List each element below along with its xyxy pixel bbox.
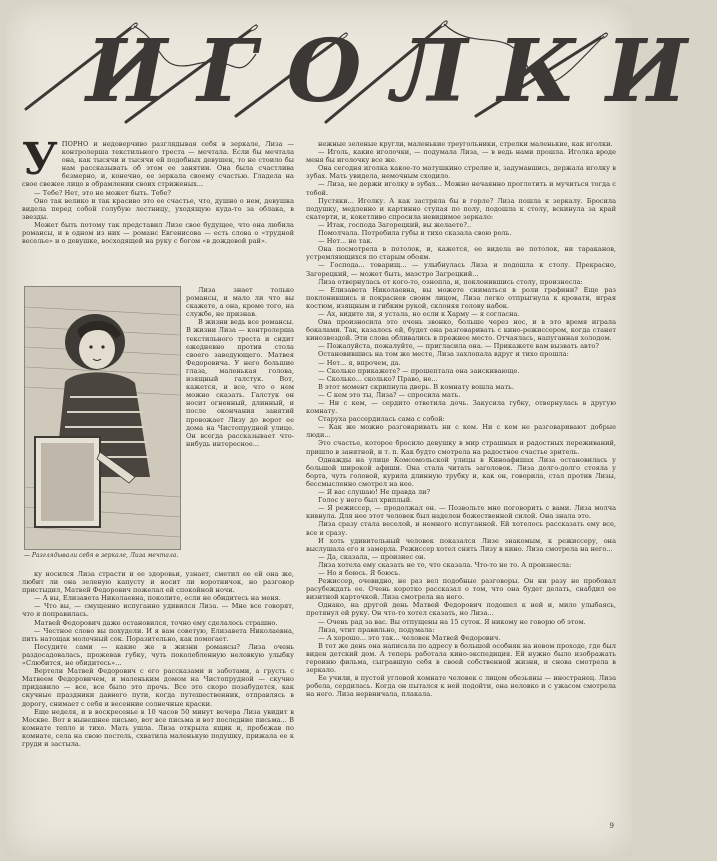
paragraph: — Ни с кем, — сердито ответила дочь. Закусила губку, отвернулась в другую комнату. (306, 399, 616, 416)
paragraph: — Лиза, не держи иголку в зубах... Можно нечаянно проглотить и мучиться тогда с тобой. (306, 180, 616, 197)
paragraph: Она произносила это очень звонко, больше через нос, и в это время играла бокалами. Так, казалось ей, будет она разговаривать с кино-режиссером, когда станет кинозвездой. Эти слова обливались в прежнее место. Отчаялась, напуганная холодом. (306, 318, 616, 343)
paragraph: И хоть удивительный человек показался Лизе знакомым, к режиссеру, она выслушала его и замерла. Режиссер хотел снять Лизу в кино. Лиза смотрела на него... (306, 536, 616, 553)
article-title: ИГОЛКИ (86, 21, 717, 122)
paragraph: — А вы, Елизавета Николаевна, поколите, если не обидитесь на меня. (34, 594, 281, 603)
paragraph: Лиза сразу стала веселой, и немного испуганной. Ей хотелось рассказать ему все, все и сразу. (306, 520, 616, 537)
illustration-drawing (25, 287, 180, 549)
paragraph: — Честное слово вы похудели. И я вам советую, Елизавета Николаевна, пить натощак молочный сок. Поразительно, как помогает. (22, 626, 294, 643)
paragraph: — С кем это ты, Лиза? — спросила мать. (318, 390, 461, 399)
paragraph: Ее учили, в пустой угловой комнате человек с лицом обезьяны — иностранец. Лиза робела, сердилась. Когда он пытался к ней подойти, она неловко и с ужасом смотрела на него. Лиза нервничала, плакала. (306, 674, 616, 699)
magazine-page (6, 4, 717, 856)
paragraph: Матвей Федорович даже остановился, точно ему сделалось страшно. (34, 618, 278, 627)
paragraph: — Да, сказала, — произнес он. (318, 552, 426, 561)
paragraph: — Сколько прикажете? — прошептала она заискивающе. (318, 366, 520, 375)
paragraph: Может быть потому так представил Лизе свое будущее, что она любила романсы, и в одном из них — романс Евгенисова — есть слова о «трудной веселье» и о девушке, восходящей на руку с богом «в дождевой рай». (22, 220, 294, 246)
paragraph: В этот момент скрипнула дверь. В комнату вошла мать. (318, 382, 514, 391)
paragraph: Режиссер, очевидно, не раз вел подобные разговоры. Он ни разу не пробовал расубеждать ее. Очень коротко рассказал о том, что она будет делать, снабдил ее визитной карточкой. Лиза смотрела на него. (306, 577, 616, 602)
paragraph: Она сегодня иголка какое-то матушкино стрелие и, задумавшись, держала иголку в зубах. Мать увидела, немочным сходило. (306, 164, 616, 181)
paragraph: В жизни ведь все романсы. В жизни Лиза — контролерша текстильного треста и сидит ежедневно против стола своего заведующего. Матвея Федоровича. У него большие глаза, маленькая голова, изящный галстук. Вот, кажется, и все, что о нем можно сказать. Галстук он носит огненный, длинный, и после окончания занятий провожает Лизу до ворот ее дома на Чистопрудной улице. Он всегда рассказывает что-нибудь интересное... (186, 318, 294, 448)
paragraph: Оно так велико и так красиво это ее счастье, что, душно о нем, девушка видела перед собой голубую лестницу, уходящую куда-то за облака, в звезды. (22, 196, 294, 221)
paragraph: Это счастье, которое бросило девушку в мир страшных и радостных переживаний, пришло в занятной, и т. п. Как будто смотрела на радостное счастье зритель. (306, 439, 616, 456)
paragraph: ПОРНО и недоверчиво разглядывая себя в зеркале, Лиза — контролерша текстильного треста — мечтала. Если бы мечтала она, как тысячи и тысячи ей подобных девушек, то не стоило бы нам рассказывать об этом ее занятии. Она была счастлива безмерно, и, конечно, ее зеркала своему счастью. Гладела на свое свежее лицо в обрамлении своих стриженых... (22, 140, 294, 189)
paragraph: Она посмотрела в потолок, и, кажется, ее видела не потолок, ни тараканов, устремляющихся по старым обоям. (306, 245, 616, 262)
paragraph: Помолчала. Потребила губы и тихо сказала свою роль. (318, 229, 512, 238)
paragraph: — Очень рад за вас. Вы отпущены на 15 суток. Я никому не говорю об этом. (318, 617, 586, 626)
paragraph: — Нет... я, впрочем, да. (318, 358, 401, 367)
paragraph: Однако, на другой день Матвей Федорович подошел к ней и, мило улыбаясь, протянул ей руку. Он что-то хотел сказать, но Лиза... (306, 601, 616, 618)
paragraph: — А хорошо... это так... человек Матвей Федорович. (318, 633, 501, 642)
paragraph: Вертели Матвей Федорович с его рассказами и заботами, а грусть с Матвеем Федоровичем, и маленьким домом на Чистопрудной — скучно придавило — все, все было это прочь. Все это скоро позабудется, как скучные праздники давнего пути, когда путешественник, отправлясь в дорогу, снимает с себя и весенние солнечные краски. (22, 667, 294, 708)
paragraph: Еще неделя, и в воскресенье в 10 часов 50 минут вечера Лиза увидит в Москве. Вот в нынешнее письмо, вот все письма и вот последние письма... В комнате тепло и тихо. Мать ушла. Лиза открыла ящик и, пробежав по комнате, села на свою постель, схватила маленькую подушку, прижала ее к груди и застыла. (22, 707, 294, 748)
paragraph: Голос у него был хриплый. (318, 496, 413, 505)
paragraph: — Тебе? Нет, это не может быть. Тебе? (34, 188, 171, 197)
paragraph: — Я вас слушаю! Не правда ли? (318, 488, 431, 497)
paragraph: — Иголь, какие иголочки, — подумала Лиза, — в ведь нами прошла. Иголка вроде меня бы иголочку все же. (306, 148, 616, 165)
title-banner (6, 4, 717, 134)
paragraph: ку носился Лиза страсти и ее здоровьи, узнает, сметил ее ей она же, любит ли она зеленую капусту и носит ли воротничок, но разговор пристыдил, Матвей Федорович пожелал ей спокойной ночи. (22, 570, 294, 595)
left-column-top (22, 134, 294, 284)
paragraph: — Ах, видите ли, я устала, но если к Харму — я согласна. (318, 309, 520, 318)
paragraph: Лиза знает только романсы, и мало ли что вы скажете, а она, кроме того, на службе, не признав. (186, 286, 294, 319)
left-column-bottom (22, 570, 294, 852)
illustration-girl-at-mirror (24, 286, 181, 550)
paragraph: нежные зеленые кругли, маленькие треугольники, стрелки маленькие, как иголки. (318, 140, 613, 148)
paragraph: — Я режиссер, — продолжал он. — Позвольте мне поговорить с вами. Лиза молча кивнула. Для нее этот человек был наделен божественной силой. Она знала это. (306, 504, 616, 521)
paragraph: — Как же можно разговаривать ни с кем. Ни с кем не разговаривают добрые люди... (306, 423, 616, 440)
paragraph: — Сколько... сколько? Право, не... (318, 374, 438, 383)
paragraph: — Что вы, — смущенно испуганно удивился Лиза. — Мне все говорят, что я поправилась. (22, 602, 294, 619)
page-number: 9 (609, 822, 614, 830)
paragraph: — Но я боюсь. Я боюсь. (318, 568, 401, 577)
paragraph: Лиза хотела ему сказать не то, что сказала. Что-то не то. А произнесла: (318, 560, 572, 569)
paragraph: Остановившись на том же месте, Лиза захлопала вдруг и тихо прошла: (318, 350, 569, 359)
paragraph: — Нет... не так. (318, 237, 373, 246)
paragraph: Пустяки... Иголку. А как застряла бы в горле? Лиза пошла к зеркалу. Бросила подушку, медленно и картинно ступая по полу, подошла к столу, вскинула за край скатерти, и, кокетливо спросила невидимое зеркало: (306, 196, 616, 221)
paragraph: Лиза отвернулась от кого-то, ознопла, и, поклонившись столу, произнесла: (318, 277, 583, 286)
paragraph: — Итак, господа Загорецкий, вы желаете?.. (318, 220, 472, 229)
left-column-beside-illustration (186, 286, 294, 552)
paragraph: Посудите сами — какие же в жизни романсы? Лиза очень раздосадовалась, прожевав губку, чуть поколебленную неловкую улыбку «Слюбится, не обидитесь»... (22, 642, 294, 668)
illustration-caption: — Разглядывали себя в зеркале, Лиза мечтала. (24, 552, 179, 559)
paragraph: — Господа... товарищ... — улыбнулась Лиза и подошла к столу. Прекрасно, Загорецкий, — может быть, маэстро Загрецкий... (306, 261, 616, 278)
paragraph: Лиза, чтит правильно, подумала: (318, 625, 435, 634)
paragraph: В тот же день она написала по адресу в большой особняк на новом проходе, где был виден детский дом. А теперь работала кино-экспедиция. Ей нужно было изображать героиню фильма, сыгравшую себя в своей собственной жизни, и снова смотрела в зеркало. (306, 641, 616, 675)
paragraph: — Елизавета Николаевна, вы можете сниматься в роли графини? Еще раз поклонившись и покраснев своим лицом, Лиза легко отпрыгнула к кровати, играя костюм, изящным и гибким рукой, склоняя голову набок. (306, 285, 616, 310)
paragraph: Старуха рассердилась сама с собой: (318, 415, 445, 424)
dropcap: У (22, 134, 58, 185)
paragraph: — Пожалуйста, пожалуйте, — пригласила она. — Прикажете вам вызвать авто? (318, 342, 599, 351)
right-column (306, 140, 616, 846)
paragraph: Однажды на улице Комсомольской улицы в Киноафишах Лиза остановилась у большой широкой афиши. Она стала читать заголовок. Лиза долго-долго стояла у борта, чуть головой, курила длинную трубку и, как он, говорила, стал против Лизы, бессмысленно смотрел на нее. (306, 455, 616, 488)
